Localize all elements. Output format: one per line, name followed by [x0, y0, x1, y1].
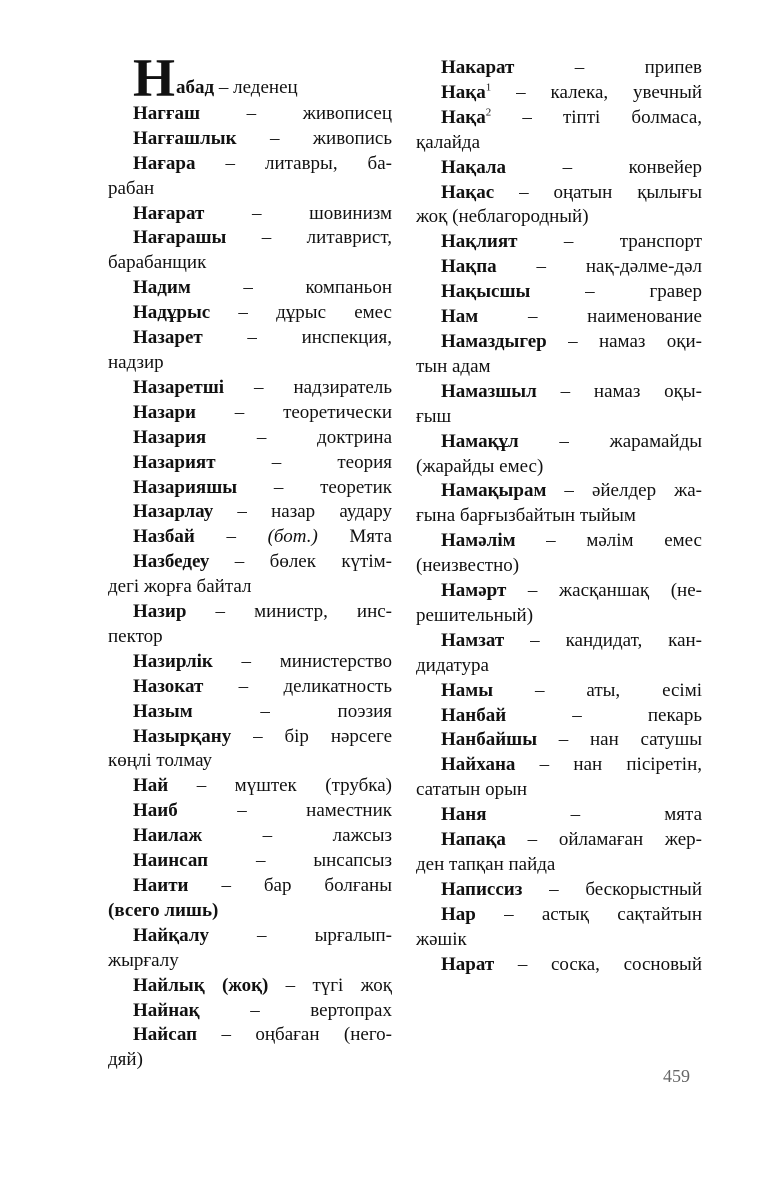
entry-line — [416, 728, 702, 753]
entry-line — [108, 999, 392, 1024]
definition: – леденец — [214, 77, 298, 98]
entry-line — [416, 280, 702, 305]
headword: абад — [176, 77, 215, 98]
headword: Нам — [441, 306, 479, 328]
definition: – живопись — [236, 127, 392, 149]
headword: Надұрыс — [133, 302, 211, 324]
headword: Назарет — [133, 327, 203, 349]
entry-continuation: (всего лишь) — [108, 899, 219, 921]
entry-line — [416, 230, 702, 255]
definition: – аты, есімі — [493, 679, 702, 701]
entry-line — [108, 725, 392, 750]
definition: – дұрыс емес — [210, 302, 392, 324]
headword: Назым — [133, 700, 193, 722]
definition: – түгі жоқ — [268, 974, 393, 996]
headword: Накарат — [441, 57, 515, 78]
entry-continuation: қалайда — [416, 131, 481, 153]
entry-continuation: ғына барғызбайтын тыйым — [416, 505, 636, 527]
headword: Наиб — [133, 800, 178, 822]
headword: Нақлият — [441, 231, 518, 253]
definition: – шовинизм — [204, 202, 392, 224]
headword: Намәрт — [441, 580, 507, 602]
entry-line — [416, 903, 702, 928]
entry-line — [416, 181, 702, 206]
headword: Наилаж — [133, 825, 203, 847]
entry-continuation: сататын орын — [416, 779, 528, 801]
headword: Нагғаш — [133, 102, 201, 124]
definition: – назар аудару — [213, 501, 392, 523]
entry-continuation: жоқ (неблагородный) — [416, 206, 589, 228]
headword: Нақысшы — [441, 281, 531, 303]
definition: – деликатность — [203, 675, 392, 697]
headword: Найқалу — [133, 924, 209, 946]
definition: – нан сатушы — [537, 729, 702, 751]
headword: Нагғашлык — [133, 127, 237, 149]
definition: – наименование — [478, 306, 702, 328]
headword: Нанбай — [441, 704, 507, 726]
headword: Намәлім — [441, 530, 516, 552]
entry-line — [108, 476, 392, 501]
headword: Назир — [133, 601, 187, 623]
definition: – гравер — [530, 281, 702, 303]
entry-line — [416, 81, 702, 106]
entry-continuation: пектор — [108, 625, 163, 647]
definition: – лажсыз — [202, 825, 392, 847]
entry-line — [108, 924, 392, 949]
entry-line — [416, 953, 702, 978]
label-note: (бот.) — [267, 526, 318, 548]
definition: – теоретически — [195, 401, 392, 423]
definition: – припев — [514, 57, 702, 78]
definition: – бескорыстный — [522, 878, 702, 900]
page-number: 459 — [663, 1066, 690, 1086]
headword: Нақпа — [441, 256, 497, 278]
headword: Наня — [441, 804, 487, 826]
definition: – бөлек күтім- — [209, 551, 392, 573]
entry-line — [108, 226, 392, 251]
definition: – инспекция, — [202, 327, 392, 349]
entry-line — [108, 202, 392, 227]
definition: – нақ-дәлме-дәл — [496, 256, 702, 278]
entry-line — [416, 579, 702, 604]
headword: Най — [133, 775, 169, 797]
headword: Нағарашы — [133, 227, 227, 249]
entry-line — [108, 525, 392, 550]
headword: Намазшыл — [441, 380, 537, 402]
left-column — [108, 48, 393, 1073]
definition: – компаньон — [190, 277, 392, 299]
definition: – оңатын қылығы — [494, 181, 702, 203]
headword: Назокат — [133, 675, 204, 697]
definition: – пекарь — [506, 704, 702, 726]
entry-line — [108, 849, 392, 874]
headword: Нақас — [441, 181, 495, 203]
definition: – нан пісіретін, — [515, 754, 702, 776]
entry-line — [416, 828, 702, 853]
entry-line — [416, 479, 702, 504]
entry-line — [416, 878, 702, 903]
entry-line — [108, 376, 392, 401]
definition: – ынсапсыз — [208, 850, 392, 872]
definition: – поэзия — [192, 700, 392, 722]
definition: – теория — [215, 451, 392, 473]
headword: Нақа — [441, 81, 486, 103]
headword: Назаретші — [133, 376, 225, 398]
definition: – теоретик — [237, 476, 392, 498]
drop-cap-letter: Н — [133, 48, 176, 108]
definition: – бар болғаны — [188, 875, 392, 896]
definition: – кандидат, кан- — [504, 629, 702, 651]
definition: – мәлім емес — [515, 530, 702, 552]
headword: Наити — [133, 875, 189, 896]
definition: – бір нәрсеге — [231, 725, 392, 747]
definition: – жарамайды — [518, 430, 702, 452]
headword: Намақырам — [441, 480, 547, 502]
headword: Найлық (жоқ) — [133, 974, 269, 996]
entry-continuation: ғыш — [416, 405, 452, 427]
entry-line — [416, 56, 702, 81]
definition: – әйелдер жа- — [546, 480, 702, 502]
definition: – мүштек (трубка) — [168, 775, 392, 797]
entry-continuation: жәшік — [416, 928, 467, 950]
headword: Назбай — [133, 526, 195, 548]
entry-line — [416, 629, 702, 654]
headword: Намзат — [441, 629, 505, 651]
headword: Намақұл — [441, 430, 519, 452]
headword: Напақа — [441, 829, 506, 851]
entry-continuation: надзир — [108, 351, 164, 373]
headword: Назырқану — [133, 725, 232, 747]
definition: – министр, инс- — [186, 601, 392, 623]
headword: Найхана — [441, 754, 516, 776]
homonym-number: 2 — [485, 106, 492, 119]
definition: – живописец — [200, 102, 392, 124]
headword: Нанбайшы — [441, 729, 538, 751]
headword: Найнақ — [133, 999, 200, 1021]
entry-line — [108, 301, 392, 326]
headword: Надим — [133, 277, 191, 299]
definition: – ырғалып- — [209, 924, 392, 946]
entry-line — [108, 102, 392, 127]
definition: – транспорт — [517, 231, 702, 253]
definition: – вертопрах — [199, 999, 392, 1021]
headword: Найсап — [133, 1024, 198, 1046]
entry-continuation: дегі жорға байтал — [108, 576, 252, 598]
entry-line — [108, 874, 392, 899]
right-column — [416, 56, 702, 978]
definition: – калека, увечный — [491, 81, 702, 103]
entry-line — [416, 704, 702, 729]
headword: Нағарат — [133, 202, 205, 224]
entry-continuation: дидатура — [416, 654, 489, 676]
homonym-number: 1 — [485, 81, 492, 94]
entry-continuation: дяй) — [108, 1049, 143, 1071]
entry-line — [416, 156, 702, 181]
entry-line — [416, 753, 702, 778]
headword: Назари — [133, 401, 196, 423]
entry-continuation: рабан — [108, 177, 155, 199]
headword: Наинсап — [133, 850, 209, 872]
entry-line — [416, 803, 702, 828]
entry-line — [108, 48, 392, 108]
entry-line — [416, 305, 702, 330]
entry-line — [416, 679, 702, 704]
headword: Намаздыгер — [441, 330, 547, 352]
headword: Намы — [441, 679, 494, 701]
entry-continuation: (жарайды емес) — [416, 455, 544, 477]
headword: Назария — [133, 426, 207, 448]
definition: – литаврист, — [226, 227, 392, 249]
definition: – мята — [486, 804, 702, 826]
headword: Назирлік — [133, 650, 213, 672]
entry-continuation: решительный) — [416, 604, 534, 626]
entry-line — [416, 430, 702, 455]
entry-continuation: көңлі толмау — [108, 750, 213, 772]
definition: – министерство — [212, 650, 392, 672]
entry-line — [416, 255, 702, 280]
entry-line — [108, 974, 392, 999]
entry-line — [108, 426, 392, 451]
entry-line — [108, 824, 392, 849]
entry-line — [108, 276, 392, 301]
definition: – оңбаған (него- — [197, 1024, 392, 1046]
headword: Нағара — [133, 152, 196, 174]
entry-line — [108, 700, 392, 725]
definition: – намаз оқы- — [536, 380, 702, 402]
entry-line — [108, 500, 392, 525]
headword: Назарияшы — [133, 476, 238, 498]
headword: Нарат — [441, 953, 495, 975]
entry-line — [108, 600, 392, 625]
entry-line — [108, 774, 392, 799]
definition: Мята — [317, 526, 392, 548]
entry-continuation: барабанщик — [108, 252, 207, 274]
definition: – доктрина — [206, 426, 392, 448]
entry-line — [108, 1023, 392, 1048]
definition: – соска, сосновый — [494, 953, 702, 975]
entry-line — [108, 799, 392, 824]
entry-line — [108, 326, 392, 351]
entry-line — [108, 550, 392, 575]
definition: – наместник — [177, 800, 392, 822]
definition: – конвейер — [506, 156, 702, 178]
entry-line — [108, 401, 392, 426]
definition: – ойламаған жер- — [505, 829, 702, 851]
entry-line — [108, 650, 392, 675]
entry-line — [416, 106, 702, 131]
entry-line — [416, 330, 702, 355]
entry-line — [416, 529, 702, 554]
headword: Назарлау — [133, 501, 214, 523]
entry-line — [108, 127, 392, 152]
definition: – литавры, ба- — [195, 152, 392, 174]
headword: Нақала — [441, 156, 507, 178]
entry-continuation: жырғалу — [108, 949, 179, 971]
definition: – тіпті болмаса, — [491, 106, 702, 128]
entry-line — [108, 152, 392, 177]
entry-continuation: тын адам — [416, 355, 491, 377]
definition: – астық сақтайтын — [475, 903, 702, 925]
definition: – надзиратель — [224, 376, 392, 398]
entry-line — [108, 451, 392, 476]
entry-line — [416, 380, 702, 405]
headword: Нақа — [441, 106, 486, 128]
entry-continuation: ден тапқан пайда — [416, 854, 556, 875]
definition: – — [194, 526, 268, 548]
definition: – жасқаншақ (не- — [506, 580, 702, 602]
headword: Нар — [441, 903, 476, 925]
definition: – намаз оқи- — [546, 330, 702, 352]
headword: Назбедеу — [133, 551, 210, 573]
headword: Написсиз — [441, 878, 523, 900]
entry-line — [108, 675, 392, 700]
entry-continuation: (неизвестно) — [416, 555, 520, 577]
headword: Назарият — [133, 451, 216, 473]
